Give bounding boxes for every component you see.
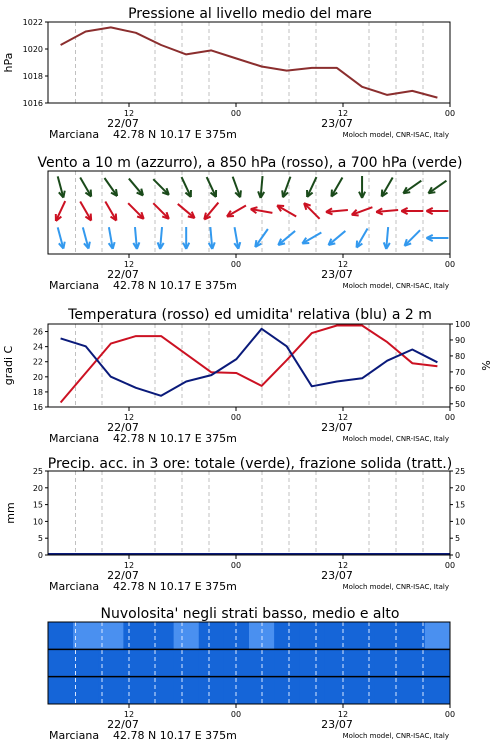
y2-tick-label: 70 — [455, 367, 466, 377]
wind-arrow-head — [91, 214, 92, 221]
cloud-cell — [274, 649, 300, 676]
wind-850hpa-arrow — [376, 208, 398, 214]
wind-10m-arrow — [58, 227, 65, 248]
time-tick-label: 00 — [444, 561, 456, 570]
time-tick-label: 00 — [230, 260, 242, 269]
cloud-cell — [400, 622, 426, 649]
time-tick-label: 12 — [337, 413, 349, 422]
plot-frame — [48, 471, 450, 555]
wind-850hpa-arrow — [178, 204, 195, 218]
wind-850hpa-arrow — [401, 208, 423, 214]
y-tick-label: 1022 — [22, 18, 43, 27]
wind-850hpa-arrow — [304, 203, 320, 219]
cloud-cell — [224, 677, 250, 704]
y2-tick-label: 90 — [455, 335, 466, 345]
cloud-cell — [324, 649, 350, 676]
wind-10m-arrow — [384, 227, 390, 249]
wind-700hpa-arrow — [359, 176, 365, 198]
y2-tick-label: 0 — [455, 551, 461, 560]
y-tick-label: 20 — [32, 372, 43, 382]
y-tick-label: 18 — [32, 387, 43, 397]
wind-700hpa-arrow — [331, 177, 342, 196]
location-coords: 42.78 N 10.17 E 375m — [113, 128, 237, 141]
wind-700hpa-arrow — [428, 181, 446, 194]
panel-1 — [2, 6, 455, 141]
wind-700hpa-arrow — [182, 177, 191, 197]
wind-700hpa-arrow — [307, 177, 316, 197]
wind-arrow-shaft — [153, 179, 169, 195]
wind-arrow-head — [63, 242, 64, 249]
y-tick-label: 26 — [32, 327, 43, 337]
cloud-cell — [174, 649, 200, 676]
y2-tick-label: 5 — [455, 534, 461, 544]
wind-arrow-head — [403, 192, 410, 193]
cloud-cell — [350, 622, 376, 649]
wind-arrow-shaft — [405, 230, 421, 246]
location-coords: 42.78 N 10.17 E 375m — [113, 729, 237, 742]
wind-850hpa-arrow — [426, 208, 448, 214]
wind-10m-arrow — [158, 227, 164, 249]
wind-arrow-head — [91, 190, 92, 197]
time-tick-label: 12 — [337, 109, 349, 118]
y2-tick-label: 10 — [455, 517, 466, 527]
cloud-cell — [299, 622, 325, 649]
y2-tick-label: 20 — [455, 483, 466, 493]
wind-850hpa-arrow — [105, 201, 116, 220]
panel-title: Precip. acc. in 3 ore: totale (verde), frazione solida (tratt.) — [47, 456, 453, 472]
wind-850hpa-arrow — [153, 203, 169, 219]
y-tick-label: 22 — [32, 357, 43, 367]
location-name: Marciana — [49, 128, 100, 141]
panel-5 — [48, 606, 455, 742]
wind-arrow-head — [240, 190, 241, 197]
wind-10m-arrow — [255, 229, 268, 247]
wind-arrow-head — [116, 189, 117, 196]
date-label: 23/07 — [321, 569, 353, 582]
time-tick-label: 00 — [444, 710, 456, 719]
wind-10m-arrow — [234, 227, 240, 249]
wind-850hpa-arrow — [128, 203, 144, 219]
wind-arrow-shaft — [129, 179, 143, 196]
cloud-cell — [299, 677, 325, 704]
wind-arrow-head — [63, 191, 64, 198]
time-tick-label: 00 — [444, 260, 456, 269]
wind-700hpa-arrow — [153, 179, 169, 195]
model-credit: Moloch model, CNR-ISAC, Italy — [342, 131, 449, 139]
location-name: Marciana — [49, 580, 100, 593]
date-label: 23/07 — [321, 268, 353, 281]
date-label: 22/07 — [107, 421, 139, 434]
cloud-cell — [274, 622, 300, 649]
y-tick-label: 5 — [37, 534, 43, 544]
y-tick-label: 20 — [32, 483, 43, 493]
cloud-cell — [149, 649, 175, 676]
location-coords: 42.78 N 10.17 E 375m — [113, 279, 237, 292]
date-label: 22/07 — [107, 718, 139, 731]
wind-10m-arrow — [133, 227, 139, 249]
date-label: 22/07 — [107, 117, 139, 130]
wind-arrow-head — [113, 242, 115, 249]
y-axis-label: % — [480, 360, 493, 371]
cloud-cell — [48, 622, 74, 649]
wind-arrow-shaft — [304, 203, 320, 219]
cloud-cell — [350, 677, 376, 704]
wind-700hpa-arrow — [80, 177, 91, 196]
cloud-cell — [174, 677, 200, 704]
cloud-cell — [299, 649, 325, 676]
cloud-cell — [123, 622, 149, 649]
time-tick-label: 00 — [444, 109, 456, 118]
time-tick-label: 12 — [337, 260, 349, 269]
cloud-cell — [123, 649, 149, 676]
model-credit: Moloch model, CNR-ISAC, Italy — [342, 732, 449, 740]
y-axis-label: mm — [4, 502, 17, 524]
cloud-cell — [48, 677, 74, 704]
cloud-cell — [400, 677, 426, 704]
cloud-cell — [48, 649, 74, 676]
model-credit: Moloch model, CNR-ISAC, Italy — [342, 282, 449, 290]
wind-arrow-head — [302, 243, 309, 244]
panel-title: Nuvolosita' negli strati basso, medio e alto — [100, 606, 400, 622]
panel-title: Temperatura (rosso) ed umidita' relativa (blu) a 2 m — [68, 307, 432, 323]
cloud-cell — [350, 649, 376, 676]
cloud-cell — [224, 622, 250, 649]
cloud-cell — [425, 622, 451, 649]
wind-arrow-shaft — [128, 203, 144, 219]
pressure-line — [61, 27, 438, 97]
wind-850hpa-arrow — [326, 208, 348, 214]
wind-10m-arrow — [209, 227, 215, 249]
time-tick-label: 12 — [123, 561, 135, 570]
wind-850hpa-arrow — [227, 206, 246, 217]
y2-tick-label: 15 — [455, 500, 466, 510]
location-name: Marciana — [49, 279, 100, 292]
cloud-cell — [425, 677, 451, 704]
wind-arrow-shaft — [278, 231, 295, 245]
cloud-cell — [73, 677, 99, 704]
cloud-cell — [149, 622, 175, 649]
time-tick-label: 12 — [123, 260, 135, 269]
wind-700hpa-arrow — [258, 176, 264, 198]
wind-10m-arrow — [183, 227, 189, 249]
wind-arrow-shaft — [329, 231, 346, 245]
panel-2 — [37, 155, 462, 292]
wind-arrow-head — [352, 215, 359, 216]
panel-title: Pressione al livello medio del mare — [128, 6, 372, 22]
cloud-cell — [73, 649, 99, 676]
cloud-cell — [199, 677, 225, 704]
wind-10m-arrow — [109, 227, 115, 249]
wind-700hpa-arrow — [403, 181, 421, 194]
wind-arrow-shaft — [204, 203, 218, 220]
cloud-cell — [400, 649, 426, 676]
model-credit: Moloch model, CNR-ISAC, Italy — [342, 435, 449, 443]
wind-arrow-head — [116, 214, 117, 221]
time-tick-label: 12 — [337, 561, 349, 570]
time-tick-label: 12 — [123, 710, 135, 719]
y-tick-label: 25 — [32, 467, 43, 476]
model-credit: Moloch model, CNR-ISAC, Italy — [342, 583, 449, 591]
y2-tick-label: 50 — [455, 399, 466, 409]
cloud-cell — [324, 622, 350, 649]
date-label: 22/07 — [107, 569, 139, 582]
cloud-cell — [274, 677, 300, 704]
wind-arrow-shaft — [153, 203, 169, 219]
wind-10m-arrow — [426, 235, 448, 241]
wind-arrow-shaft — [178, 204, 195, 218]
y-tick-label: 15 — [32, 500, 43, 510]
wind-700hpa-arrow — [58, 176, 65, 197]
wind-arrow-head — [227, 216, 234, 217]
y-axis-label: gradi C — [2, 345, 15, 386]
time-tick-label: 00 — [230, 561, 242, 570]
location-name: Marciana — [49, 729, 100, 742]
wind-700hpa-arrow — [105, 178, 118, 196]
cloud-cell — [73, 622, 99, 649]
cloud-cell — [199, 649, 225, 676]
wind-10m-arrow — [405, 230, 421, 246]
cloud-cell — [324, 677, 350, 704]
cloud-cell — [199, 622, 225, 649]
panel-title: Vento a 10 m (azzurro), a 850 hPa (rosso), a 700 hPa (verde) — [37, 155, 463, 171]
wind-arrow-head — [89, 242, 90, 249]
y-tick-label: 0 — [37, 551, 43, 560]
date-label: 23/07 — [321, 718, 353, 731]
panel-3 — [2, 307, 493, 445]
wind-700hpa-arrow — [129, 179, 143, 196]
plot-frame — [48, 324, 450, 407]
wind-700hpa-arrow — [207, 177, 216, 197]
wind-10m-arrow — [357, 228, 368, 247]
location-coords: 42.78 N 10.17 E 375m — [113, 580, 237, 593]
time-tick-label: 00 — [230, 710, 242, 719]
date-label: 23/07 — [321, 117, 353, 130]
y-tick-label: 1016 — [22, 99, 43, 108]
time-tick-label: 00 — [230, 413, 242, 422]
time-tick-label: 00 — [444, 413, 456, 422]
y-tick-label: 10 — [32, 517, 43, 527]
y2-tick-label: 80 — [455, 351, 466, 361]
wind-arrow-head — [238, 242, 240, 249]
time-tick-label: 12 — [337, 710, 349, 719]
wind-850hpa-arrow — [80, 201, 91, 220]
cloud-cell — [123, 677, 149, 704]
y2-tick-label: 60 — [455, 383, 466, 393]
date-label: 23/07 — [321, 421, 353, 434]
wind-700hpa-arrow — [382, 177, 393, 196]
cloud-cell — [224, 649, 250, 676]
location-coords: 42.78 N 10.17 E 375m — [113, 432, 237, 445]
wind-10m-arrow — [302, 233, 321, 244]
wind-10m-arrow — [329, 231, 346, 245]
wind-850hpa-arrow — [277, 206, 296, 217]
wind-10m-arrow — [278, 231, 295, 245]
cloud-cell — [149, 677, 175, 704]
time-tick-label: 00 — [230, 109, 242, 118]
cloud-cell — [425, 649, 451, 676]
time-tick-label: 12 — [123, 413, 135, 422]
y2-tick-label: 100 — [455, 320, 471, 329]
y2-tick-label: 25 — [455, 467, 466, 476]
wind-850hpa-arrow — [56, 201, 65, 221]
y-tick-label: 24 — [32, 342, 43, 352]
location-name: Marciana — [49, 432, 100, 445]
panel-4 — [4, 456, 465, 593]
y-tick-label: 16 — [32, 403, 43, 412]
cloud-cell — [174, 622, 200, 649]
y-axis-label: hPa — [2, 52, 15, 73]
wind-10m-arrow — [83, 227, 90, 248]
wind-700hpa-arrow — [233, 177, 241, 198]
wind-850hpa-arrow — [204, 203, 218, 220]
y-tick-label: 1018 — [22, 72, 43, 81]
date-label: 22/07 — [107, 268, 139, 281]
time-tick-label: 12 — [123, 109, 135, 118]
wind-arrow-head — [428, 192, 435, 193]
y-tick-label: 1020 — [22, 45, 43, 54]
